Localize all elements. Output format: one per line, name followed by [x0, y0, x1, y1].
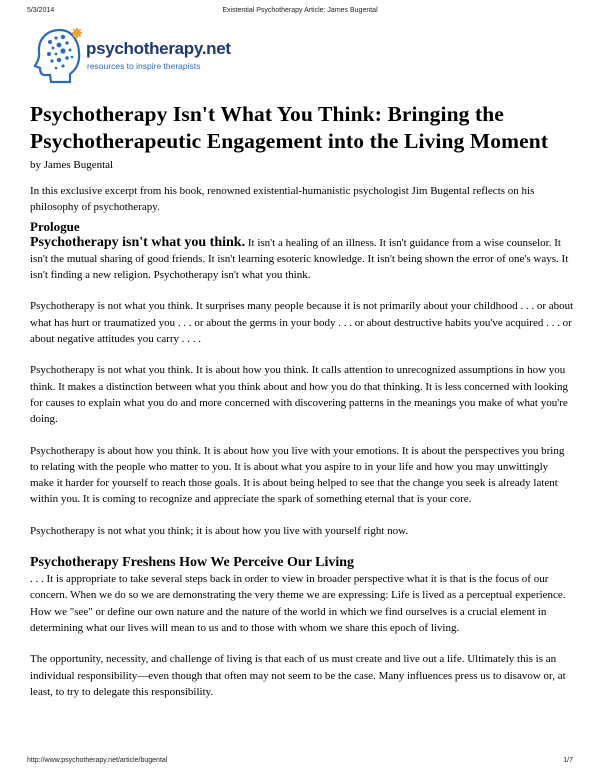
print-page-title: Existential Psychotherapy Article: James Bugental	[222, 7, 378, 14]
print-footer	[27, 757, 573, 767]
print-date: 5/3/2014	[27, 7, 55, 14]
article-byline: by James Bugental	[30, 159, 114, 171]
paragraph-2: Psychotherapy is not what you think. It surprises many people because it is not primarily about your childhood . . . or about what has hurt or traumatized you . . . or about the germs in your body . . . or about destructive habits you've acquired . . . or about negative attitudes you carry . . . .	[30, 300, 574, 346]
page-number: 1/7	[563, 757, 573, 764]
page-url-link[interactable]: http://www.psychotherapy.net/article/bugental	[27, 757, 168, 764]
paragraph-5: Psychotherapy is not what you think; it is about how you live with yourself right now.	[30, 524, 409, 537]
print-header	[27, 7, 573, 17]
logo-name: psychotherapy.net	[86, 39, 231, 58]
paragraph-6: . . . It is appropriate to take several steps back in order to view in broader perspective what it is that is the focus of our concern. When we do so we are demonstrating the very theme we are expressing: Life is lived as a perceptual experience. How we "see" or define our own nature and the nature of the world in which we find ourselves is a crucial element in determining what our lives will mean to us and to those with whom we share this epoch of living.	[30, 573, 566, 634]
article-intro: In this exclusive excerpt from his book, renowned existential-humanistic psychologist Jim Bugental reflects on his philosophy of psychotherapy.	[30, 185, 535, 214]
section-2-heading: Psychotherapy Freshens How We Perceive Our Living	[30, 555, 355, 571]
paragraph-1-text: It isn't a healing of an illness. It isn't guidance from a wise counselor. It isn't the mutual sharing of good friends. It isn't learning esoteric knowledge. It isn't being shown the error of one's ways. It isn't finding a new religion. Psychotherapy isn't what you think.	[30, 236, 569, 282]
paragraph-1	[30, 235, 574, 284]
paragraph-7: The opportunity, necessity, and challenge of living is that each of us must create and live out a life. Ultimately this is an individual responsibility—even though that often may not seem to be the case. Many influences press us to disavow or, at least, to try to delegate this responsibility.	[30, 653, 566, 698]
paragraph-3: Psychotherapy is not what you think. It is about how you think. It calls attention to unrecognized assumptions in how you think. It makes a distinction between what you think about and how you do that thinking. It is less concerned with looking for causes to explain what you do and more concerned with discovering patterns in the meanings you make of what you're doing.	[30, 364, 568, 426]
head-profile-icon	[30, 24, 90, 86]
article-body	[30, 101, 574, 700]
article-title: Psychotherapy Isn't What You Think: Bringing the Psychotherapeutic Engagement into the Living Moment	[30, 102, 549, 153]
logo-tagline: resources to inspire therapists	[87, 61, 201, 71]
site-logo[interactable]	[30, 24, 230, 86]
prologue-heading: Prologue	[30, 218, 80, 234]
asterisk-icon	[72, 28, 82, 38]
paragraph-4: Psychotherapy is about how you think. It is about how you live with your emotions. It is about the perspectives you bring to relating with the people who matter to you. It is about what you aspire to in your life and how you may unwittingly make it harder for yourself to reach those goals. It is about being helped to see that the change you seek is already latent within you. It is coming to recognize and appreciate the spark of something eternal that is your core.	[30, 444, 565, 506]
paragraph-1-lead: Psychotherapy isn't what you think.	[30, 234, 246, 250]
